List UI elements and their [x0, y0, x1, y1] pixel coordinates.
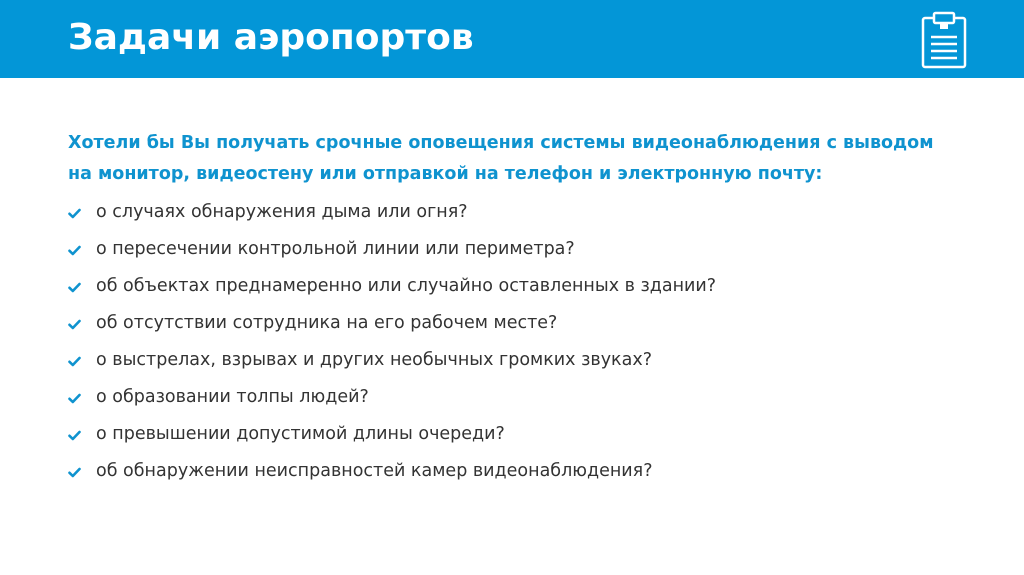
checklist [68, 194, 948, 490]
list-item [68, 194, 948, 231]
list-item [68, 268, 948, 305]
checkmark-icon [68, 282, 81, 293]
page-title: Задачи аэропортов [68, 17, 474, 58]
checkmark-icon [68, 319, 81, 330]
list-item-text: об объектах преднамеренно или случайно оставленных в здании? [96, 276, 717, 296]
checkmark-icon [68, 393, 81, 404]
list-item [68, 416, 948, 453]
list-item-text: о образовании толпы людей? [96, 387, 369, 407]
list-item [68, 231, 948, 268]
header-bar [0, 0, 1024, 78]
list-item [68, 379, 948, 416]
checkmark-icon [68, 467, 81, 478]
list-item [68, 342, 948, 379]
list-item-text: о выстрелах, взрывах и других необычных громких звуках? [96, 350, 653, 370]
list-item-text: о случаях обнаружения дыма или огня? [96, 202, 468, 222]
list-item [68, 453, 948, 490]
clipboard-icon [921, 11, 967, 69]
list-item-text: о пересечении контрольной линии или периметра? [96, 239, 575, 259]
list-item-text: о превышении допустимой длины очереди? [96, 424, 505, 444]
list-item [68, 305, 948, 342]
checkmark-icon [68, 430, 81, 441]
checkmark-icon [68, 356, 81, 367]
list-item-text: об обнаружении неисправностей камер видеонаблюдения? [96, 461, 653, 481]
checkmark-icon [68, 208, 81, 219]
content-area [68, 128, 948, 490]
checkmark-icon [68, 245, 81, 256]
question-text: Хотели бы Вы получать срочные оповещения системы видеонаблюдения с выводом на монитор, видеостену или отправкой на телефон и электронную почту: [68, 133, 934, 184]
list-item-text: об отсутствии сотрудника на его рабочем месте? [96, 313, 558, 333]
